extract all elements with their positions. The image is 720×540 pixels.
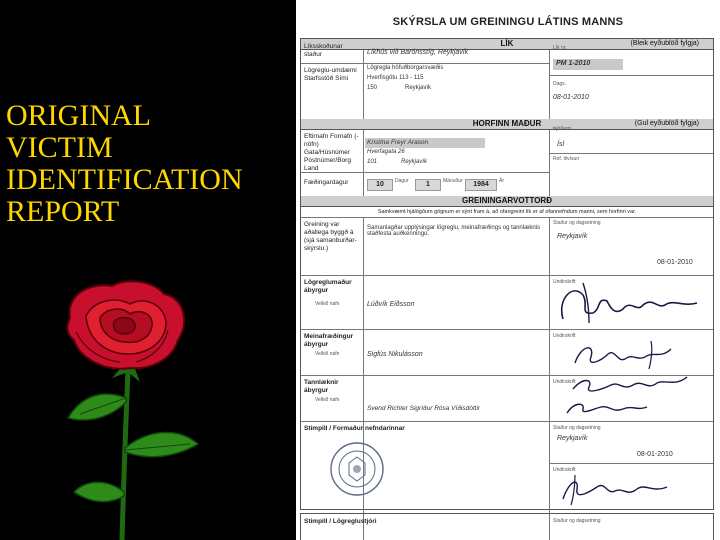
birth-label: Fæðingardagur	[304, 179, 349, 186]
role-title: Tannlæknir ábyrgur	[304, 379, 339, 394]
slide-title-line: VICTIM	[6, 131, 113, 164]
section-header-vottord	[301, 196, 713, 207]
signature-dentists	[563, 369, 703, 419]
place-value: Reykjavík	[557, 233, 588, 240]
role-label	[304, 279, 362, 295]
vottord-date: 08-01-2010	[657, 259, 693, 266]
role-small: Velkið nafn	[315, 351, 340, 357]
day-label: Dagur	[395, 178, 409, 184]
role-small: Velkið nafn	[315, 397, 340, 403]
slide-title-line: REPORT	[6, 195, 120, 228]
nationality-label: Þjóðerni	[553, 126, 572, 132]
field-label: Lögreglu-umdæmi Starfsstöð Sími	[304, 67, 357, 82]
bottom-place-label: Staður og dagsetning	[553, 518, 601, 524]
stamp-date: 08-01-2010	[637, 451, 673, 458]
lik-nr-value: PM 1-2010	[556, 60, 591, 67]
field-value: Líkhús við Barónsstíg, Reykjavík	[367, 49, 469, 56]
stamp-place-label: Staður og dagsetning	[553, 425, 601, 431]
role-name: Sigfús Nikulásson	[367, 351, 423, 358]
slide-title	[6, 100, 243, 228]
rose-illustration	[40, 278, 220, 540]
vottord-subtitle: Samkvæmt hjálögðum gögnum er sýnt fram á, að ofangreint lík er af ofannefndum manni, sem horfinn var.	[377, 209, 637, 215]
slide-title-line: ORIGINAL	[6, 99, 151, 132]
bottom-row	[300, 513, 714, 540]
section-label: GREININGARVOTTORÐ	[462, 196, 552, 205]
signature-police	[553, 279, 703, 329]
stamp-signature-label: Undirskrift	[553, 467, 576, 473]
ref-label: Ref. tilvísun	[553, 156, 580, 162]
section-note: (Gul eyðublöð fylgja)	[634, 120, 699, 127]
person-postcode: 101	[367, 159, 378, 165]
month-label: Mánuður	[443, 178, 463, 184]
greining-label: Greining var aðallega byggð á (sjá samanburðar-skýrslu.)	[304, 221, 357, 252]
person-name: Kristína Freyr Arason	[367, 139, 429, 146]
signature-chairman	[557, 471, 677, 507]
nationality-value: Ísl	[557, 141, 564, 148]
address-value: Hverfisgötu 113 - 115	[367, 75, 424, 81]
section-label: LÍK	[500, 39, 514, 48]
role-small: Velkið nafn	[315, 301, 340, 307]
role-title: Meinafræðingur ábyrgur	[304, 333, 354, 348]
role-title: Lögreglumaður ábyrgur	[304, 279, 352, 294]
section-note: (Bleik eyðublöð fylgja)	[630, 40, 699, 47]
greining-value: Samanlagðar upplýsingar lögreglu, meinafræðings og tannlæknis staðfesta auðkenningu.	[367, 225, 541, 237]
postcode-value: 150	[367, 85, 378, 91]
stamp-label	[304, 425, 544, 433]
signature-label: Undirskrift	[553, 379, 576, 385]
city-value: Reykjavík	[405, 85, 432, 91]
role-label	[304, 379, 362, 395]
role-label	[304, 333, 362, 349]
lik-date-value: 08-01-2010	[553, 94, 589, 101]
section-header-lik	[301, 39, 713, 50]
slide-title-line: IDENTIFICATION	[6, 163, 243, 196]
place-label: Staður og dagsetning	[553, 220, 601, 226]
person-labels: Eftirnafn Fornafn (-nöfn) Gata/Húsnúmer Póstnúmer/Borg Land	[304, 133, 359, 172]
official-seal-icon	[329, 441, 385, 497]
form-frame	[300, 38, 714, 510]
section-label: HORFINN MAÐUR	[472, 119, 542, 128]
birth-month: 1	[415, 179, 441, 191]
signature-label: Undirskrift	[553, 279, 576, 285]
signature-pathologist	[571, 337, 681, 373]
field-value: Lögregla höfuðborgarsvæðis	[367, 65, 444, 71]
document-title: SKÝRSLA UM GREININGU LÁTINS MANNS	[392, 16, 624, 28]
birth-day: 10	[367, 179, 393, 191]
signature-label: Undirskrift	[553, 333, 576, 339]
stamp-place: Reykjavík	[557, 435, 588, 442]
bottom-title: Stimpill / Lögreglustjóri	[304, 518, 377, 525]
person-city: Reykjavík	[401, 159, 428, 165]
dags-label: Dags.	[553, 81, 567, 87]
birth-year: 1984	[465, 179, 497, 191]
field-label: Líksskoðunar staður	[304, 43, 343, 58]
identification-report-document	[296, 0, 720, 540]
bottom-label	[304, 518, 377, 526]
person-street: Hverfagata 26	[367, 149, 405, 155]
year-label: Ár	[499, 178, 504, 184]
role-name: Lúðvík Eiðsson	[367, 301, 415, 308]
section-header-horfinn	[301, 119, 713, 130]
stamp-title: Stimpill / Formaður nefndarinnar	[304, 425, 405, 432]
role-name: Svend Richter Sigríður Rósa Víðisdóttir	[367, 405, 481, 412]
lik-nr-label: Lík nr.	[553, 45, 567, 51]
